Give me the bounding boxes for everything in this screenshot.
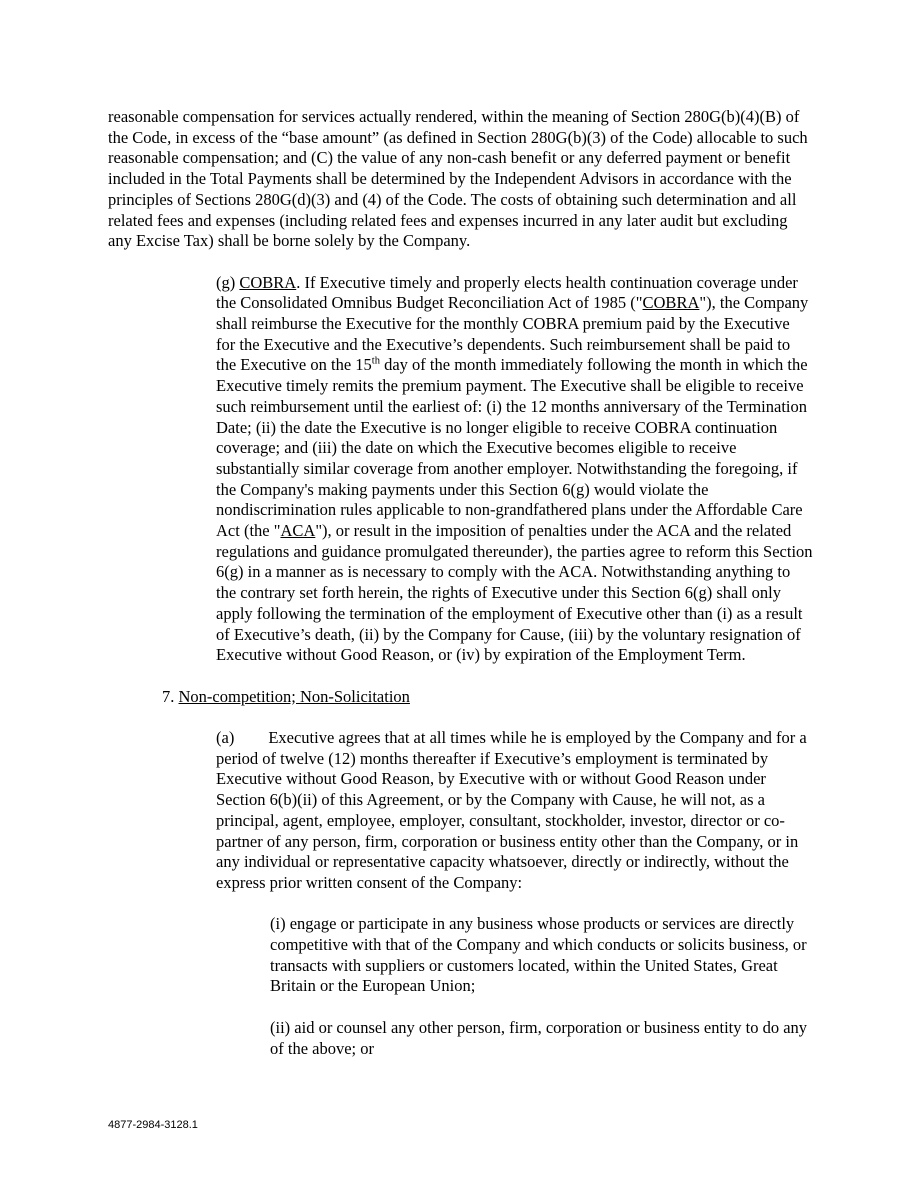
section-6g-label: (g) (216, 272, 236, 292)
section-7-heading-line (108, 687, 813, 708)
section-7-heading: Non-competition; Non-Solicitation (178, 686, 410, 706)
clause-i-paragraph: (i) engage or participate in any business whose products or services are directly competitive with that of the Company and which conducts or solicits business, or transacts with suppliers or customers located, within the United States, Great Britain or the European Union; (270, 914, 807, 996)
paragraph-intro: reasonable compensation for services actually rendered, within the meaning of Section 280G(b)(4)(B) of the Code, in excess of the “base amount” (as defined in Section 280G(b)(3) of the Code) allocable to such reasonable compensation; and (C) the value of any non-cash benefit or any deferred payment or benefit included in the Total Payments shall be determined by the Independent Advisors in accordance with the principles of Sections 280G(d)(3) and (4) of the Code. The costs of obtaining such determination and all related fees and expenses (including related fees and expenses incurred in any later audit but excluding any Excise Tax) shall be borne solely by the Company. (108, 107, 808, 251)
section-7a-text: Executive agrees that at all times while he is employed by the Company and for a period of twelve (12) months thereafter if Executive’s employment is terminated by Executive without Good Reason, by Executive with or without Good Reason under Section 6(b)(ii) of this Agreement, or by the Company with Cause, he will not, as a principal, agent, employee, employer, consultant, stockholder, investor, director or co-partner of any person, firm, corporation or business entity other than the Company, or in any individual or representative capacity whatsoever, directly or indirectly, without the express prior written consent of the Company: (216, 728, 807, 892)
section-6g-heading: COBRA (239, 272, 297, 292)
section-6g-paragraph (108, 273, 813, 666)
section-7a-label: (a) (216, 728, 235, 748)
section-6g-text-0: . If Executive timely and properly elects health continuation coverage under the Consolidated Omnibus Budget Reconciliation Act of 1985 (" (216, 272, 798, 313)
section-7a-paragraph (108, 728, 813, 894)
clause-ii-paragraph: (ii) aid or counsel any other person, firm, corporation or business entity to do any of the above; or (270, 1017, 808, 1058)
section-6g-text-1: "), the Company shall reimburse the Executive for the monthly COBRA premium paid by the Executive for the Executive and the Executive’s dependents. Such reimbursement shall be paid to the Executive on the 15 (216, 293, 809, 375)
section-6g-text-2: day of the month immediately following the month in which the Executive timely remits the premium payment. The Executive shall be eligible to receive such reimbursement until the earliest of: (i) the 12 months anniversary of the Termination Date; (ii) the date the Executive is no longer eligible to receive COBRA continuation coverage; and (iii) the date on which the Executive becomes eligible to receive substantially similar coverage from another employer. Notwithstanding the foregoing, if the Company's making payments under this Section 6(g) would violate the nondiscrimination rules applicable to non-grandfathered plans under the Affordable Care Act (the " (216, 355, 808, 541)
ordinal-superscript: th (371, 355, 380, 367)
section-7-number: 7. (162, 686, 175, 706)
footer-document-id: 4877-2984-3128.1 (108, 1119, 198, 1131)
document-body (108, 107, 813, 1080)
section-6g-text-3: "), or result in the imposition of penalties under the ACA and the related regulations and guidance promulgated thereunder), the parties agree to reform this Section 6(g) in a manner as is necessary to comply with the ACA. Notwithstanding anything to the contrary set forth herein, the rights of Executive under this Section 6(g) shall only apply following the termination of the employment of Executive other than (i) as a result of Executive’s death, (ii) by the Company for Cause, (iii) by the voluntary resignation of Executive without Good Reason, or (iv) by expiration of the Employment Term. (216, 521, 813, 665)
cobra-defined-term: COBRA (642, 293, 700, 313)
aca-defined-term: ACA (280, 521, 316, 541)
